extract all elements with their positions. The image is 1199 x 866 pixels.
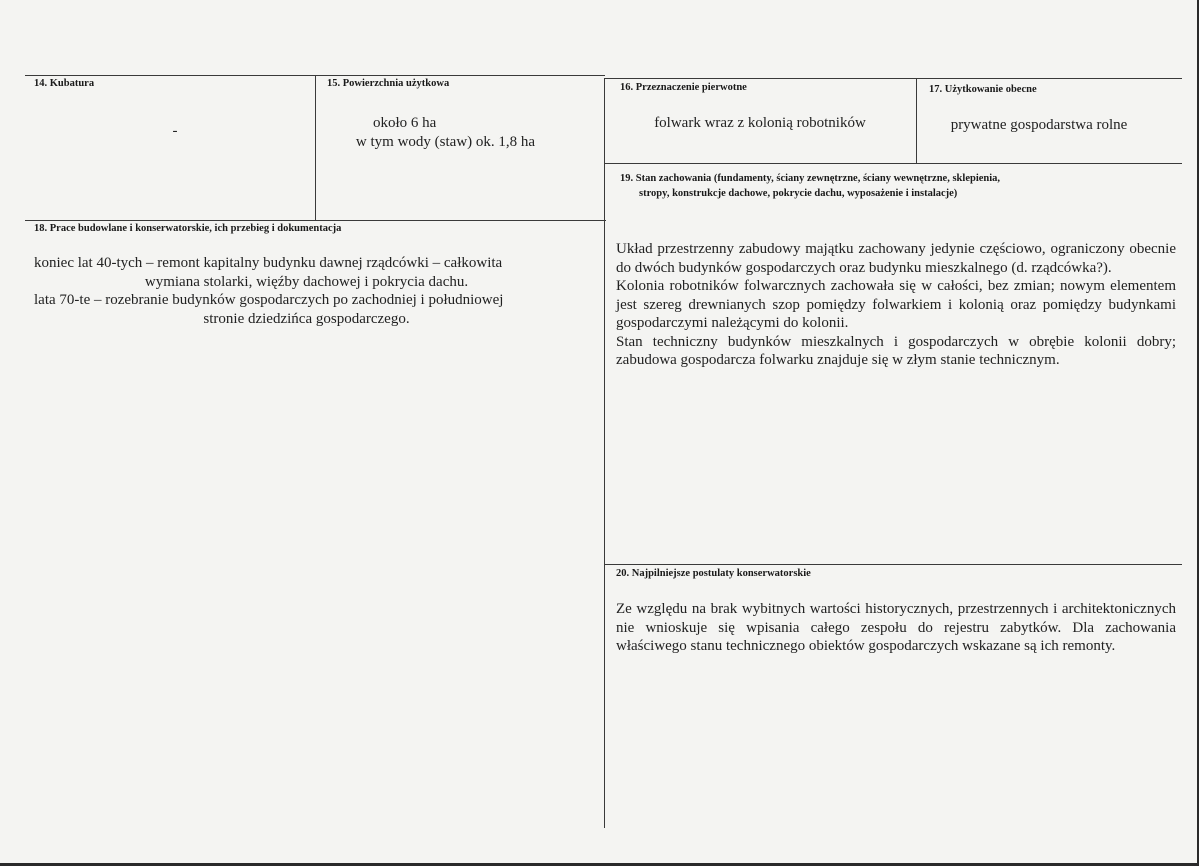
section-18-label: 18. Prace budowlane i konserwatorskie, ich przebieg i dokumentacja [34, 223, 342, 234]
section-16-value: folwark wraz z kolonią robotników [654, 115, 866, 131]
area-total: około 6 ha [373, 115, 437, 131]
postulates-paragraph-1: Ze względu na brak wybitnych wartości historycznych, przestrzennych i architektonicznych nie wnioskuje się wpisania całego zespołu do rejestru zabytków. Dla zachowania właściwego stanu technicznego obiektów gospodarczych wskazane są ich remonty. [616, 601, 1176, 654]
rule-under-16-17 [604, 163, 1182, 164]
rule-over-18-right [604, 220, 606, 221]
state-paragraph-2: Kolonia robotników folwarcznych zachowała się w całości, bez zmian; nowym elementem jest szereg drewnianych szop pomiędzy folwarkiem i kolonią oraz pomiędzy budynkami gospodarczymi należącymi do kolonii. [616, 278, 1176, 331]
state-paragraph-1: Układ przestrzenny zabudowy majątku zachowany jedynie częściowo, ograniczony obecnie do dwóch budynków gospodarczych oraz budynku mieszkalnego (d. rządcówka?). [616, 241, 1176, 276]
divider-14-15 [315, 75, 316, 221]
state-paragraph-3: Stan techniczny budynków mieszkalnych i gospodarczych w obrębie kolonii dobry; zabudowa gospodarcza folwarku znajduje się w złym stanie technicznym. [616, 333, 1176, 368]
divider-left-right [604, 78, 605, 828]
section-15-value [318, 114, 573, 151]
work-line-1: koniec lat 40-tych – remont kapitalny budynku dawnej rządcówki – całkowita [34, 255, 503, 271]
section-17-label: 17. Użytkowanie obecne [929, 84, 1037, 95]
section-16-label: 16. Przeznaczenie pierwotne [620, 82, 747, 93]
section-20-text [616, 600, 1176, 656]
section-19-label-line-2: stropy, konstrukcje dachowe, pokrycie dachu, wyposażenie i instalacje) [639, 188, 958, 199]
section-19-label-line-1: 19. Stan zachowania (fundamenty, ściany zewnętrzne, ściany wewnętrzne, sklepienia, [620, 173, 1001, 184]
area-water: w tym wody (staw) ok. 1,8 ha [355, 133, 536, 150]
top-rule-right [604, 78, 1182, 79]
rule-over-20 [604, 564, 1182, 565]
divider-16-17 [916, 78, 917, 164]
section-19-text [616, 240, 1176, 370]
section-14-value: - [172, 123, 178, 139]
section-18-text [34, 254, 579, 328]
work-line-3: lata 70-te – rozebranie budynków gospodarczych po zachodniej i południowej [34, 292, 504, 308]
section-15-label: 15. Powierzchnia użytkowa [327, 78, 450, 89]
work-line-4: stronie dziedzińca gospodarczego. [203, 310, 410, 327]
work-line-2: wymiana stolarki, więźby dachowej i pokrycia dachu. [144, 273, 469, 290]
section-14-label: 14. Kubatura [34, 78, 95, 89]
section-17-value: prywatne gospodarstwa rolne [950, 117, 1128, 133]
section-20-label: 20. Najpilniejsze postulaty konserwatorskie [616, 568, 811, 579]
